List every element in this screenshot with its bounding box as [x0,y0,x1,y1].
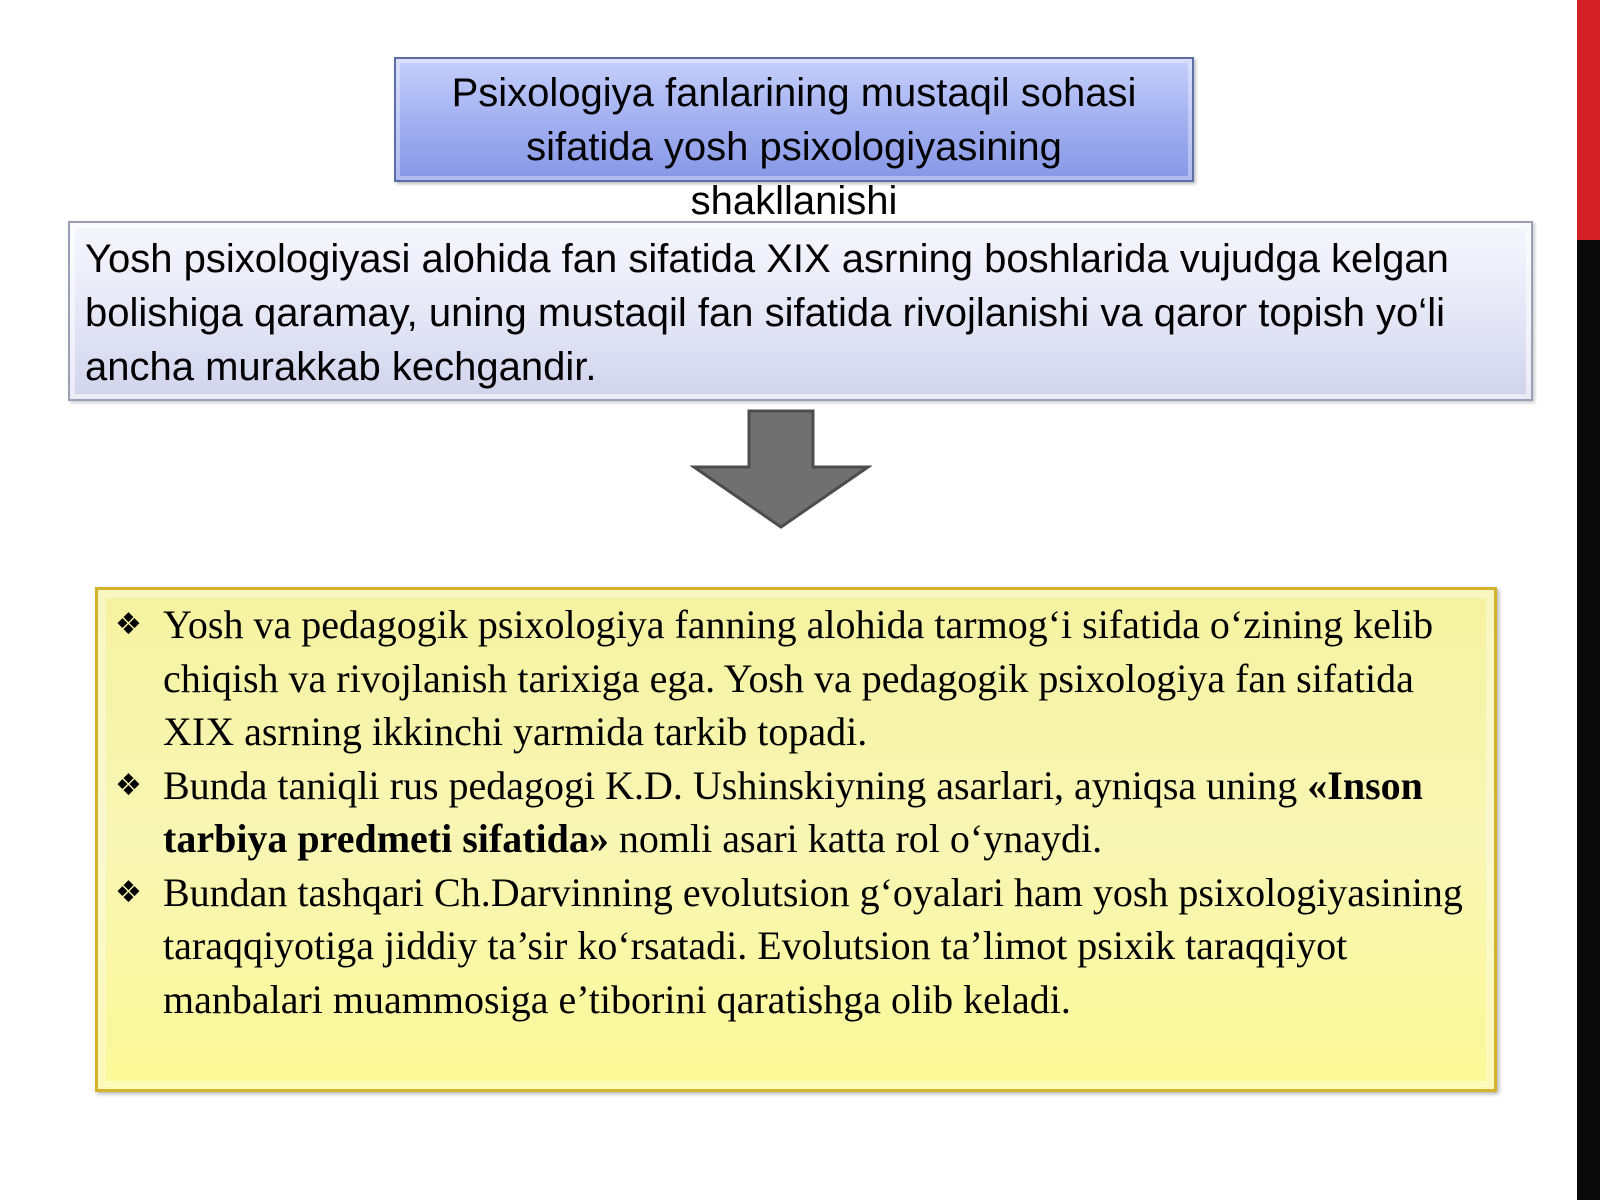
list-item [115,866,1485,1027]
down-arrow-icon [690,408,872,530]
bullet-text-1: Yosh va pedagogik psixologiya fanning alohida tarmog‘i sifatida o‘zining kelib chiqish va rivojlanish tarixiga ega. Yosh va pedagogik psixologiya fan sifatida XIX asrning ikkinchi yarmida tarkib topadi. [163,602,1434,754]
slide-title [394,66,1194,228]
bullet-text-3: Bundan tashqari Ch.Darvinning evolutsion g‘oyalari ham yosh psixologiyasining taraqqiyotiga jiddiy ta’sir ko‘rsatadi. Evolutsion ta’limot psixik taraqqiyot manbalari muammosiga e’tiborini qaratishga olib keladi. [163,869,1463,1022]
title-line-3: shakllanishi [690,179,898,223]
title-line-1: Psixologiya fanlarining mustaqil sohasi [451,71,1137,115]
diamond-bullet-icon: ❖ [115,874,142,910]
bullet-list [115,598,1485,1026]
list-item [115,759,1485,866]
list-item [115,598,1485,759]
bullet-text-2a: Bunda taniqli rus pedagogi K.D. Ushinskiyning asarlari, ayniqsa uning [163,762,1308,808]
diamond-bullet-icon: ❖ [115,607,142,642]
side-accent-red-bar [1577,0,1600,240]
title-line-2: sifatida yosh psixologiyasining [526,125,1062,169]
side-accent-black-bar [1577,240,1600,1200]
intro-text: Yosh psixologiyasi alohida fan sifatida XIX asrning boshlarida vujudga kelgan bolishiga qaramay, uning mustaqil fan sifatida rivojlanishi va qaror topish yo‘li ancha murakkab kechgandir. [85,237,1449,389]
bullet-text-2b: nomli asari katta rol o‘ynaydi. [608,816,1103,861]
bullet-text-2-bold: «Inson tarbiya predmeti sifatida» [163,762,1423,861]
diamond-bullet-icon: ❖ [115,767,142,803]
